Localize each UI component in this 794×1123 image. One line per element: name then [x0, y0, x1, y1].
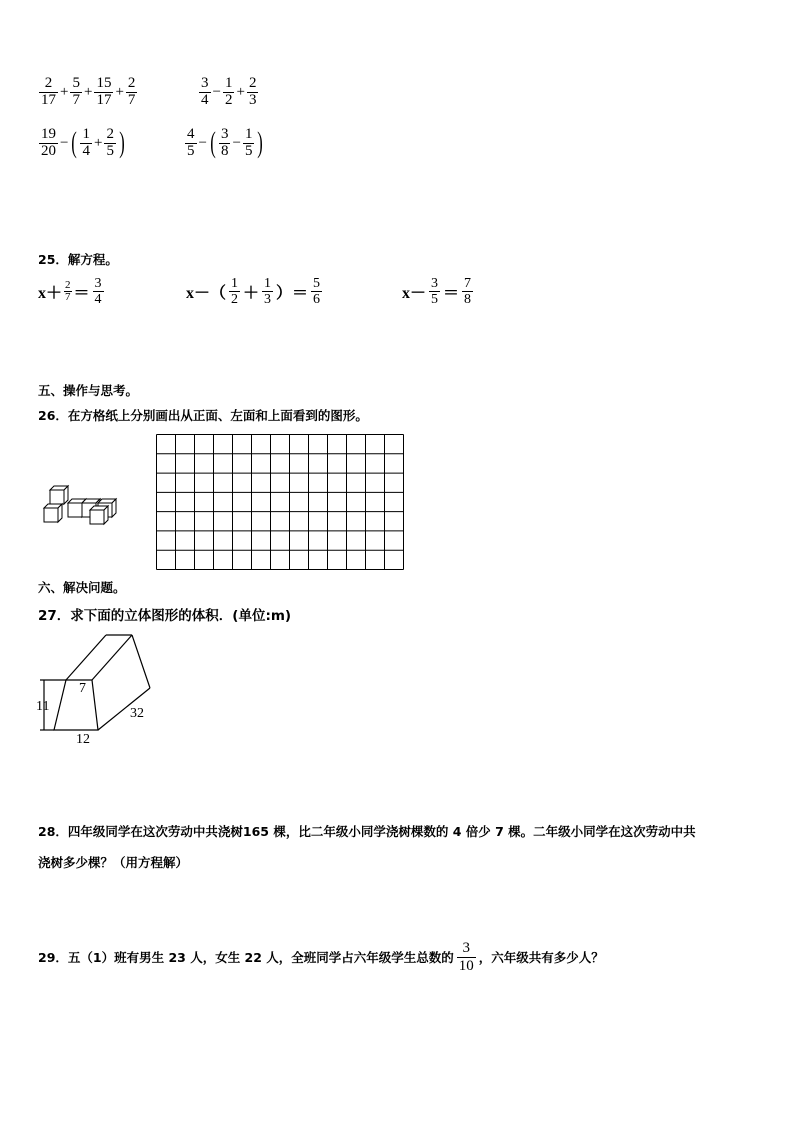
calc-expression-2: $\frac{3}{4}$ − $\frac{1}{2}$ + $\frac{2}{3}$	[201, 75, 257, 108]
fraction: $\frac{1}{4}$	[82, 126, 90, 159]
fraction: 2 7	[65, 278, 71, 304]
calc-expression-3: $\frac{19}{20}$ − ( $\frac{1}{4}$ + $\frac{2}{5}$ )	[41, 126, 125, 160]
fraction: $\frac{2}{3}$	[248, 75, 257, 108]
fraction: $\frac{3}{4}$	[201, 75, 209, 108]
fraction: $\frac{2}{7}$	[127, 75, 136, 108]
fraction: $\frac{3}{4}$	[94, 276, 102, 308]
equation-2: x－（ $\frac{1}{2}$ ＋ $\frac{1}{3}$ ）＝ $\frac{5}{6}$	[186, 276, 321, 308]
fraction: $\frac{3}{5}$	[431, 276, 439, 308]
label-depth: 32	[130, 706, 144, 721]
question-29: 29．五（1）班有男生 23 人，女生 22 人，全班同学占六年级学生总数的 $\frac{3}{10}$ ，六年级共有多少人？	[38, 940, 604, 974]
question-26-title: 26．在方格纸上分别画出从正面、左面和上面看到的图形。	[38, 408, 368, 423]
label-top-width: 7	[79, 681, 86, 696]
fraction: $\frac{2}{17}$	[41, 75, 56, 108]
fraction: $\frac{4}{5}$	[187, 126, 195, 159]
fraction: $\frac{1}{3}$	[264, 276, 272, 308]
fraction: $\frac{3}{10}$	[458, 940, 474, 974]
section-5-title: 五、操作与思考。	[38, 383, 139, 398]
question-28-line-1: 28．四年级同学在这次劳动中共浇树165 棵，比二年级小同学浇树棵数的 4 倍少 7 棵。二年级小同学在这次劳动中共	[38, 824, 696, 839]
trapezoid-prism-figure	[36, 632, 166, 746]
fraction: $\frac{1}{2}$	[224, 75, 233, 108]
fraction: $\frac{15}{17}$	[96, 75, 112, 108]
fraction: $\frac{3}{8}$	[220, 126, 229, 159]
question-28-line-2: 浇树多少棵？（用方程解）	[38, 855, 189, 870]
question-27-title: 27．求下面的立体图形的体积．(单位:m)	[38, 608, 292, 624]
fraction: $\frac{1}{2}$	[231, 276, 239, 308]
label-height: 11	[36, 699, 50, 714]
calc-expression-1: $\frac{2}{17}$ + $\frac{5}{7}$ + $\frac{15}{17}$ + $\frac{2}{7}$	[41, 75, 136, 108]
fraction: $\frac{2}{5}$	[106, 126, 114, 159]
section-6-title: 六、解决问题。	[38, 580, 126, 595]
fraction: $\frac{7}{8}$	[464, 276, 472, 308]
grid-paper	[156, 434, 404, 570]
equation-1: x＋ 2 7 ＝ $\frac{3}{4}$	[38, 276, 102, 308]
fraction: $\frac{5}{6}$	[313, 276, 321, 308]
question-25-title: 25．解方程。	[38, 252, 118, 267]
fraction: $\frac{1}{5}$	[244, 126, 253, 159]
fraction: $\frac{5}{7}$	[72, 75, 80, 108]
fraction: $\frac{19}{20}$	[41, 126, 56, 159]
calc-expression-4: $\frac{4}{5}$ − ( $\frac{3}{8}$ − $\frac{1}{5}$ )	[187, 126, 264, 160]
equation-3: x－ $\frac{3}{5}$ ＝ $\frac{7}{8}$	[402, 276, 472, 308]
label-bottom-width: 12	[76, 732, 90, 747]
cubes-figure	[40, 484, 130, 526]
